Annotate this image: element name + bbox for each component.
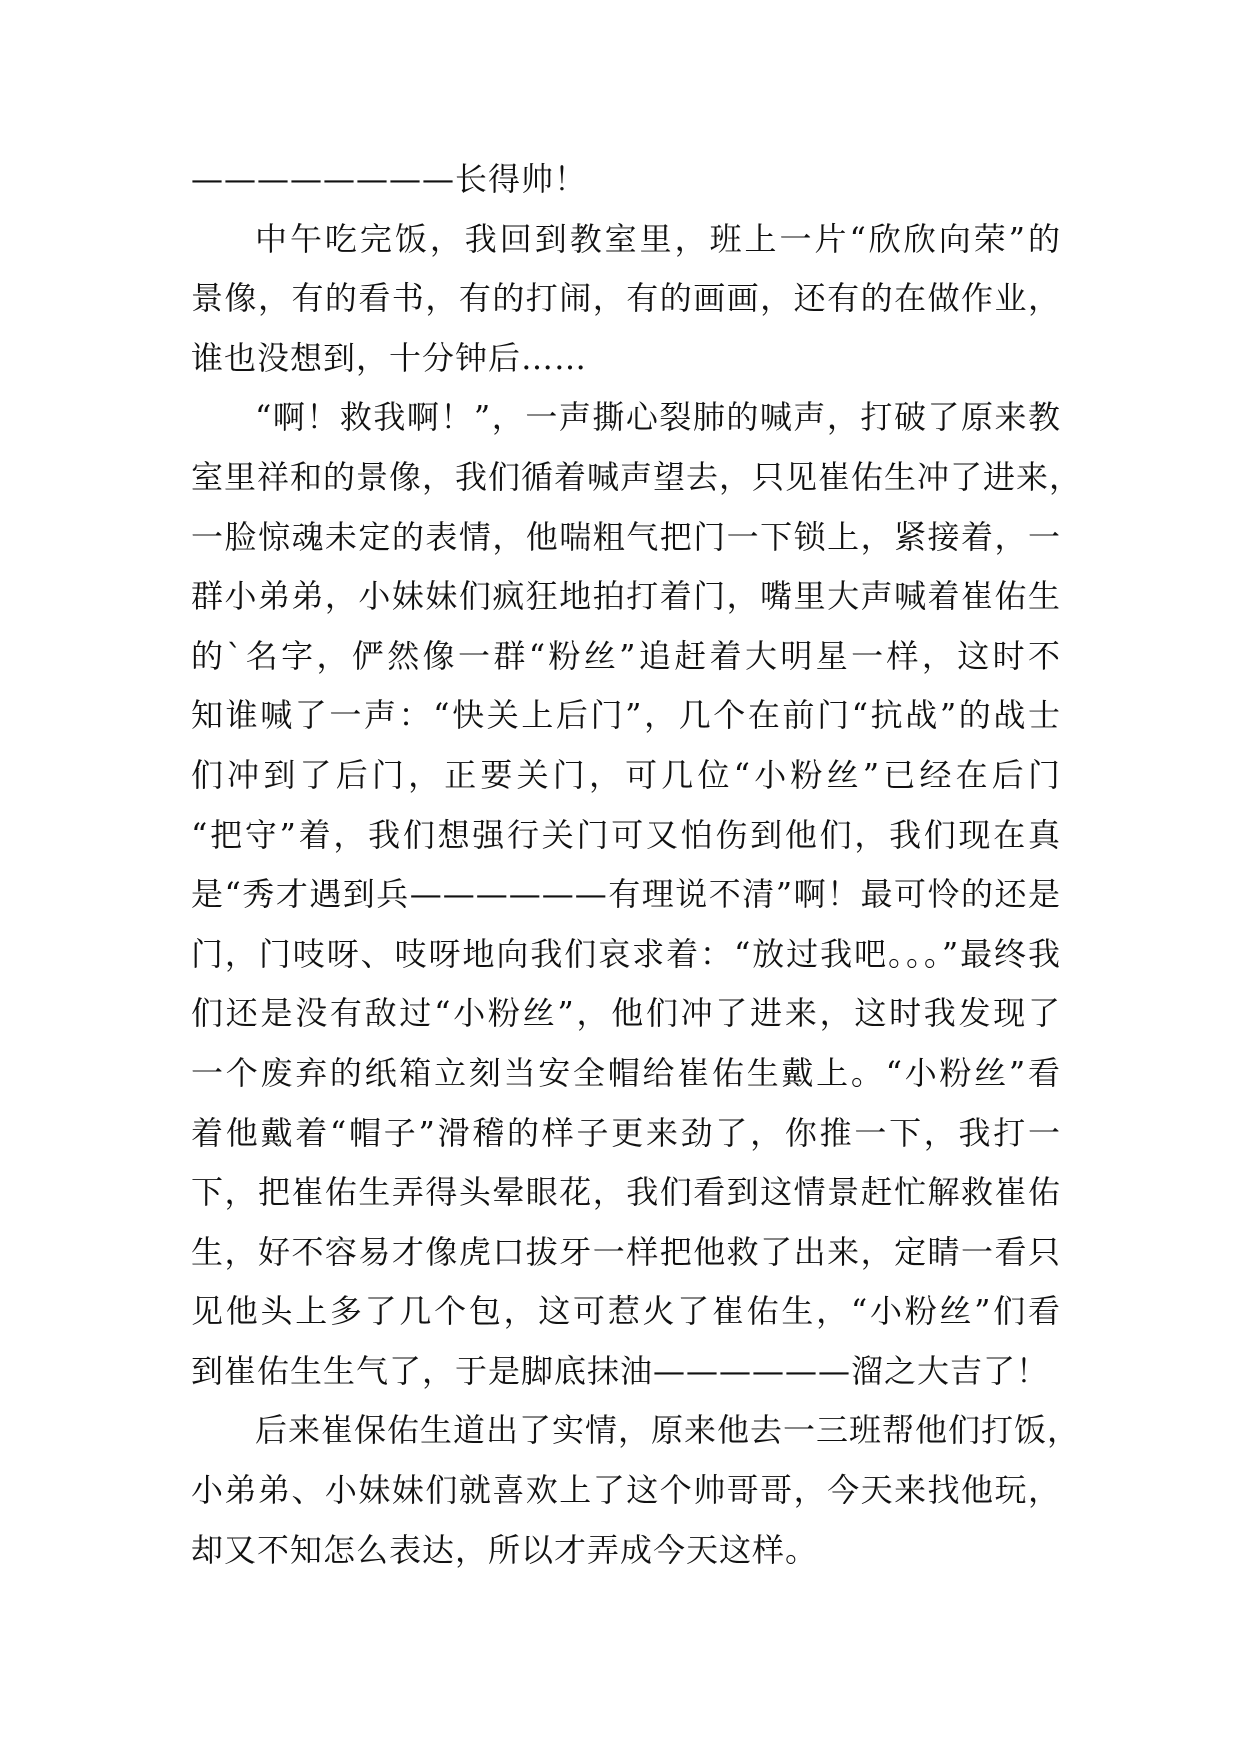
- text-line: 小弟弟、小妹妹们就喜欢上了这个帅哥哥，今天来找他玩，: [191, 1471, 1061, 1510]
- text-line: 们冲到了后门，正要关门，可几位“小粉丝”已经在后门: [191, 755, 1061, 794]
- text-line: 一脸惊魂未定的表情，他喘粗气把门一下锁上，紧接着，一: [191, 517, 1061, 556]
- text-line: 见他头上多了几个包，这可惹火了崔佑生，“小粉丝”们看: [191, 1292, 1061, 1331]
- text-line: 门，门吱呀、吱呀地向我们哀求着：“放过我吧。。。”最终我: [191, 934, 1061, 973]
- text-line: 下，把崔佑生弄得头晕眼花，我们看到这情景赶忙解救崔佑: [191, 1173, 1061, 1212]
- text-line: 的`名字，俨然像一群“粉丝”追赶着大明星一样，这时不: [191, 636, 1061, 675]
- paragraph-start-line: “啊！救我啊！”，一声撕心裂肺的喊声，打破了原来教: [255, 398, 1061, 437]
- text-line: 室里祥和的景像，我们循着喊声望去，只见崔佑生冲了进来，: [191, 457, 1083, 496]
- text-line: 景像，有的看书，有的打闹，有的画画，还有的在做作业，: [191, 279, 1061, 318]
- text-line: 却又不知怎么表达，所以才弄成今天这样。: [191, 1530, 819, 1569]
- essay-body: [191, 150, 1083, 1580]
- text-line: 生，好不容易才像虎口拔牙一样把他救了出来，定睛一看只: [191, 1232, 1061, 1271]
- paragraph-start-line: 后来崔保佑生道出了实情，原来他去一三班帮他们打饭，: [255, 1411, 1081, 1450]
- text-line: 到崔佑生生气了，于是脚底抹油——————溜之大吉了！: [191, 1351, 1050, 1390]
- text-line: 是“秀才遇到兵——————有理说不清”啊！最可怜的还是: [191, 875, 1061, 914]
- paragraph-start-line: 中午吃完饭，我回到教室里，班上一片“欣欣向荣”的: [255, 219, 1061, 258]
- text-line: “把守”着，我们想强行关门可又怕伤到他们，我们现在真: [191, 815, 1061, 854]
- text-line: 谁也没想到，十分钟后……: [191, 338, 588, 377]
- text-line: 知谁喊了一声：“快关上后门”，几个在前门“抗战”的战士: [191, 696, 1061, 735]
- text-line: 着他戴着“帽子”滑稽的样子更来劲了，你推一下，我打一: [191, 1113, 1061, 1152]
- text-line: 一个废弃的纸箱立刻当安全帽给崔佑生戴上。“小粉丝”看: [191, 1053, 1061, 1092]
- text-line: ————————长得帅！: [191, 160, 588, 198]
- text-line: 们还是没有敌过“小粉丝”，他们冲了进来，这时我发现了: [191, 994, 1061, 1033]
- text-line: 群小弟弟，小妹妹们疯狂地拍打着门，嘴里大声喊着崔佑生: [191, 577, 1061, 616]
